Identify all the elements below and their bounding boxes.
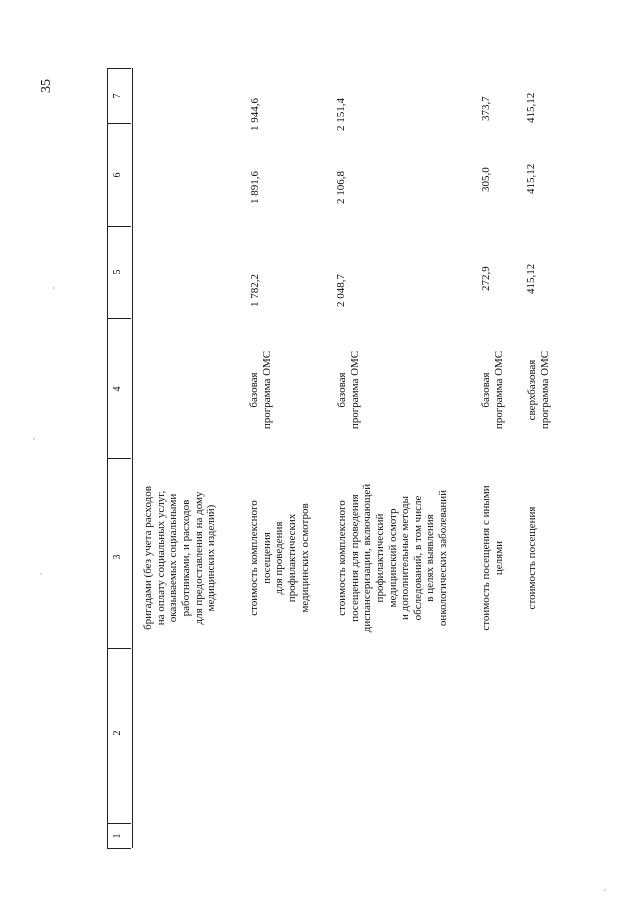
row-4-value-col-6: 305,0 — [480, 167, 492, 192]
row-2-value-col-5: 1 782,2 — [249, 274, 261, 307]
row-3-value-col-7: 2 151,4 — [335, 98, 347, 131]
row-5-program: сверхбазовая программа ОМС — [526, 350, 551, 430]
column-number-2: 2 — [112, 730, 123, 736]
scan-mark — [40, 573, 42, 575]
table-divider-4-3 — [107, 458, 131, 459]
row-3-value-col-6: 2 106,8 — [335, 171, 347, 204]
column-number-6: 6 — [112, 172, 123, 178]
table-divider-6-5 — [107, 226, 131, 227]
scan-mark — [53, 287, 55, 289]
row-2-value-col-6: 1 891,6 — [249, 171, 261, 204]
column-number-1: 1 — [112, 833, 123, 839]
scan-mark — [604, 889, 606, 891]
row-2-program: базовая программа ОМС — [248, 350, 273, 430]
scan-mark — [33, 438, 35, 440]
column-number-7: 7 — [112, 93, 123, 99]
row-2-value-col-7: 1 944,6 — [249, 98, 261, 131]
row-4-value-col-7: 373,7 — [480, 96, 492, 121]
table-divider-3-2 — [107, 648, 131, 649]
row-4-program: базовая программа ОМС — [480, 350, 505, 430]
table-divider-7-6 — [107, 123, 131, 124]
row-4-description: стоимость посещения с иными целями — [480, 485, 505, 631]
page-number: 35 — [39, 79, 54, 93]
row-4-value-col-5: 272,9 — [480, 266, 492, 291]
row-5-value-col-7: 415,12 — [525, 92, 537, 123]
column-number-3: 3 — [112, 554, 123, 560]
row-5-value-col-6: 415,12 — [525, 163, 537, 194]
row-2-description: стоимость комплексного посещения для проведения профилактических медицинских осмотров — [248, 500, 311, 616]
row-5-value-col-5: 415,12 — [525, 263, 537, 294]
column-number-5: 5 — [112, 269, 123, 275]
table-divider-end — [107, 68, 131, 69]
row-5-description: стоимость посещения — [526, 506, 538, 610]
column-number-4: 4 — [112, 386, 123, 392]
table-divider-2-1 — [107, 823, 131, 824]
row-3-value-col-5: 2 048,7 — [335, 274, 347, 307]
row-3-description: стоимость комплексного посещения для проведения диспансеризации, включающей профилактический медицинский осмотр и дополнительные методы обследований, в том числе в целях выявления онкологических заболеваний — [336, 483, 450, 633]
table-divider-start — [107, 848, 131, 849]
row-1-description: бригадами (без учета расходов на оплату социальных услуг, оказываемых социальными работниками, и расходов для предоставления на дому медицинских изделий) — [142, 486, 218, 630]
row-3-program: базовая программа ОМС — [336, 350, 361, 430]
table-divider-5-4 — [107, 318, 131, 319]
